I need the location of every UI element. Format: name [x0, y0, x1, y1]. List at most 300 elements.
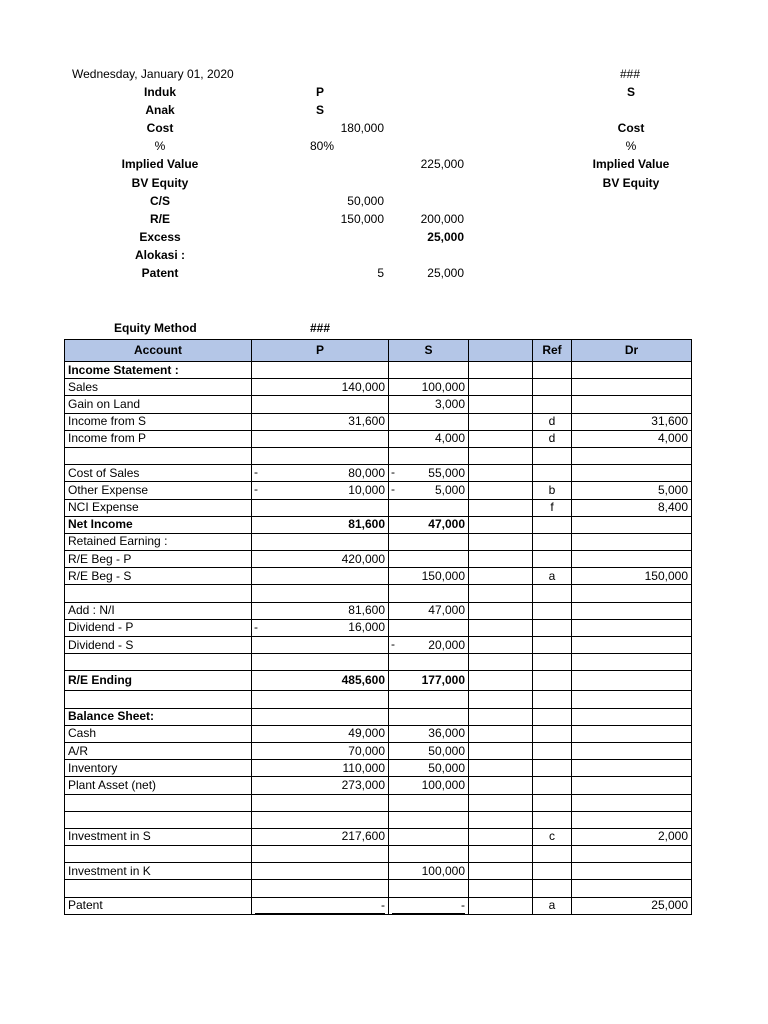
blank-cell	[469, 585, 533, 602]
blank-cell	[469, 742, 533, 759]
dr-cell	[572, 897, 692, 914]
dr-cell-text: 8,400	[657, 500, 688, 515]
account-cell-text: Patent	[68, 898, 103, 913]
blank-cell	[469, 551, 533, 568]
blank-cell	[469, 637, 533, 654]
account-cell-text: Investment in S	[68, 829, 151, 844]
dr-cell	[572, 725, 692, 742]
table-row	[65, 637, 692, 654]
alokasi-label: Alokasi :	[134, 248, 185, 262]
p-cell-text: 485,600	[341, 673, 385, 688]
blank-cell	[469, 619, 533, 636]
table-row	[65, 691, 692, 708]
p-cell	[252, 777, 389, 794]
dr-cell	[572, 568, 692, 585]
dr-cell	[572, 794, 692, 811]
table-row	[65, 619, 692, 636]
implied-value: 225,000	[420, 157, 464, 171]
ref-cell-text: d	[548, 414, 556, 429]
p-cell-text: -	[255, 898, 385, 914]
s-cell	[389, 516, 469, 533]
s-cell-text: 47,000	[428, 517, 465, 532]
ref-cell	[533, 447, 572, 464]
account-cell-text: R/E Beg - P	[68, 551, 132, 566]
table-row	[65, 465, 692, 482]
ref-cell	[533, 413, 572, 430]
account-cell-text: Income Statement :	[68, 362, 179, 377]
account-cell-text: Investment in K	[68, 863, 151, 878]
s-cell	[389, 742, 469, 759]
s-cell-text: 20,000	[428, 637, 465, 652]
p-cell	[252, 413, 389, 430]
right-cost: Cost	[617, 121, 645, 135]
s-cell	[389, 465, 469, 482]
account-cell-text: R/E Beg - S	[68, 568, 132, 583]
table-row	[65, 794, 692, 811]
s-cell	[389, 619, 469, 636]
blank-cell	[469, 671, 533, 691]
table-row	[65, 863, 692, 880]
table-row	[65, 516, 692, 533]
minus-sign: -	[254, 465, 258, 480]
account-cell	[65, 846, 252, 863]
account-cell	[65, 413, 252, 430]
account-cell	[65, 533, 252, 550]
dr-cell-text: 2,000	[657, 829, 688, 844]
blank-cell	[469, 362, 533, 379]
dr-cell-text: 5,000	[657, 482, 688, 497]
account-cell	[65, 447, 252, 464]
account-cell	[65, 691, 252, 708]
table-row	[65, 671, 692, 691]
minus-sign: -	[391, 482, 395, 497]
dr-cell	[572, 619, 692, 636]
p-cell	[252, 708, 389, 725]
p-cell-text: 70,000	[348, 743, 385, 758]
ref-cell	[533, 880, 572, 897]
cs-value: 50,000	[347, 194, 384, 208]
s-cell	[389, 863, 469, 880]
account-cell-text: A/R	[68, 743, 89, 758]
anak-label: Anak	[145, 103, 175, 117]
p-cell	[252, 533, 389, 550]
ref-cell	[533, 708, 572, 725]
dr-cell-text: 25,000	[651, 898, 688, 913]
s-cell	[389, 482, 469, 499]
s-cell	[389, 708, 469, 725]
ref-cell	[533, 619, 572, 636]
blank-cell	[469, 430, 533, 447]
blank-cell	[469, 602, 533, 619]
p-cell	[252, 396, 389, 413]
p-cell-text: 420,000	[341, 551, 385, 566]
blank-cell	[469, 760, 533, 777]
table-row	[65, 654, 692, 671]
account-cell	[65, 897, 252, 914]
ref-cell	[533, 602, 572, 619]
blank-cell	[469, 654, 533, 671]
account-cell-text: Sales	[68, 379, 99, 394]
p-cell	[252, 828, 389, 845]
s-cell-text: 177,000	[421, 673, 465, 688]
s-cell	[389, 760, 469, 777]
dr-cell	[572, 362, 692, 379]
account-cell	[65, 742, 252, 759]
account-cell-text: Cash	[68, 726, 97, 741]
dr-cell	[572, 637, 692, 654]
dr-cell	[572, 447, 692, 464]
s-cell	[389, 654, 469, 671]
account-cell	[65, 637, 252, 654]
ref-cell	[533, 482, 572, 499]
blank-cell	[469, 413, 533, 430]
ref-cell-text: b	[548, 482, 556, 497]
p-cell-text: 10,000	[348, 482, 385, 497]
dr-cell	[572, 533, 692, 550]
re-total: 200,000	[420, 212, 464, 226]
minus-sign: -	[391, 465, 395, 480]
right-bv: BV Equity	[602, 176, 660, 190]
p-cell-text: 80,000	[348, 465, 385, 480]
dr-cell	[572, 828, 692, 845]
blank-cell	[469, 379, 533, 396]
table-row	[65, 880, 692, 897]
p-cell	[252, 430, 389, 447]
header-s: S	[389, 340, 469, 362]
s-cell-text: 100,000	[421, 863, 465, 878]
s-cell	[389, 396, 469, 413]
s-cell-text: -	[392, 898, 465, 914]
header-blank	[469, 340, 533, 362]
dr-cell	[572, 482, 692, 499]
table-row	[65, 585, 692, 602]
account-cell	[65, 568, 252, 585]
dr-cell	[572, 379, 692, 396]
account-cell-text: Dividend - S	[68, 637, 134, 652]
ref-cell	[533, 465, 572, 482]
table-row	[65, 447, 692, 464]
s-cell	[389, 637, 469, 654]
s-cell	[389, 568, 469, 585]
table-row	[65, 568, 692, 585]
account-cell-text: Dividend - P	[68, 620, 134, 635]
blank-cell	[469, 811, 533, 828]
s-cell	[389, 794, 469, 811]
p-cell	[252, 725, 389, 742]
ref-cell	[533, 637, 572, 654]
ref-cell	[533, 533, 572, 550]
account-cell	[65, 551, 252, 568]
p-cell-text: 217,600	[341, 829, 385, 844]
ref-cell	[533, 742, 572, 759]
dr-cell	[572, 742, 692, 759]
p-cell	[252, 585, 389, 602]
p-cell	[252, 863, 389, 880]
account-cell-text: Gain on Land	[68, 396, 141, 411]
blank-cell	[469, 863, 533, 880]
account-cell	[65, 863, 252, 880]
table-row	[65, 846, 692, 863]
header-dr: Dr	[572, 340, 692, 362]
s-cell	[389, 811, 469, 828]
right-implied: Implied Value	[592, 157, 670, 171]
s-cell-text: 4,000	[434, 431, 465, 446]
blank-cell	[469, 794, 533, 811]
account-cell	[65, 585, 252, 602]
dr-cell	[572, 777, 692, 794]
account-cell-text: Income from P	[68, 431, 147, 446]
p-cell	[252, 671, 389, 691]
s-cell-text: 50,000	[428, 743, 465, 758]
s-cell	[389, 846, 469, 863]
p-cell	[252, 880, 389, 897]
account-cell	[65, 396, 252, 413]
table-row	[65, 430, 692, 447]
account-cell-text: Inventory	[68, 760, 118, 775]
p-cell	[252, 794, 389, 811]
ref-cell	[533, 863, 572, 880]
account-cell	[65, 777, 252, 794]
p-cell-text: 16,000	[348, 620, 385, 635]
blank-cell	[469, 533, 533, 550]
table-row	[65, 742, 692, 759]
account-cell	[65, 465, 252, 482]
s-cell-text: 100,000	[421, 379, 465, 394]
s-cell	[389, 828, 469, 845]
blank-cell	[469, 708, 533, 725]
date-label: Wednesday, January 01, 2020	[72, 67, 234, 81]
dr-cell	[572, 708, 692, 725]
section-title: Equity Method	[114, 321, 197, 335]
account-cell	[65, 430, 252, 447]
cs-label: C/S	[149, 194, 170, 208]
table-row	[65, 499, 692, 516]
account-cell-text: NCI Expense	[68, 500, 139, 515]
dr-cell	[572, 430, 692, 447]
blank-cell	[469, 465, 533, 482]
table-row	[65, 725, 692, 742]
account-cell	[65, 619, 252, 636]
ref-cell-text: c	[549, 829, 555, 844]
right-s: S	[627, 85, 636, 99]
blank-cell	[469, 691, 533, 708]
s-cell	[389, 379, 469, 396]
worksheet-table	[64, 339, 692, 915]
s-cell-text: 100,000	[421, 777, 465, 792]
pct-value: 80%	[310, 139, 335, 153]
cost-value: 180,000	[340, 121, 384, 135]
dr-cell	[572, 602, 692, 619]
s-cell-text: 5,000	[434, 482, 465, 497]
patent-years: 5	[377, 266, 384, 280]
ref-cell-text: d	[548, 431, 556, 446]
re-label: R/E	[149, 212, 170, 226]
dr-cell	[572, 671, 692, 691]
p-cell-text: 31,600	[348, 414, 385, 429]
ref-cell	[533, 897, 572, 914]
table-row	[65, 760, 692, 777]
account-cell	[65, 362, 252, 379]
blank-cell	[469, 499, 533, 516]
s-cell	[389, 691, 469, 708]
account-cell	[65, 811, 252, 828]
account-cell-text: Retained Earning :	[68, 534, 168, 549]
p-cell-text: 49,000	[348, 726, 385, 741]
ref-cell	[533, 551, 572, 568]
cost-label: Cost	[146, 121, 174, 135]
table-row	[65, 708, 692, 725]
s-cell	[389, 447, 469, 464]
p-cell	[252, 811, 389, 828]
induk-value: P	[316, 85, 325, 99]
account-cell-text: Net Income	[68, 517, 133, 532]
table-row	[65, 533, 692, 550]
dr-cell	[572, 880, 692, 897]
ref-cell	[533, 568, 572, 585]
ref-cell-text: a	[548, 568, 556, 583]
excess-value: 25,000	[427, 230, 464, 244]
ref-cell	[533, 725, 572, 742]
ref-cell	[533, 846, 572, 863]
header-ref: Ref	[533, 340, 572, 362]
ref-cell	[533, 691, 572, 708]
ref-cell	[533, 362, 572, 379]
dr-cell	[572, 760, 692, 777]
s-cell	[389, 880, 469, 897]
p-cell	[252, 619, 389, 636]
p-cell	[252, 691, 389, 708]
p-cell	[252, 465, 389, 482]
pct-label: %	[154, 139, 166, 153]
blank-cell	[469, 568, 533, 585]
account-cell	[65, 725, 252, 742]
ref-cell	[533, 396, 572, 413]
dr-cell	[572, 811, 692, 828]
s-cell-text: 150,000	[421, 568, 465, 583]
account-cell-text: Add : N/I	[68, 603, 115, 618]
p-cell	[252, 447, 389, 464]
minus-sign: -	[254, 482, 258, 497]
p-cell-text: 81,600	[348, 603, 385, 618]
dr-cell-text: 4,000	[657, 431, 688, 446]
header-p: P	[252, 340, 389, 362]
s-cell	[389, 499, 469, 516]
s-cell-text: 36,000	[428, 726, 465, 741]
table-row	[65, 482, 692, 499]
patent-value: 25,000	[427, 266, 464, 280]
header-account: Account	[65, 340, 252, 362]
s-cell-text: 3,000	[434, 396, 465, 411]
minus-sign: -	[254, 619, 258, 634]
dr-cell	[572, 585, 692, 602]
account-cell	[65, 828, 252, 845]
blank-cell	[469, 725, 533, 742]
dr-cell-text: 31,600	[651, 414, 688, 429]
ref-cell	[533, 585, 572, 602]
table-row	[65, 811, 692, 828]
account-cell-text: R/E Ending	[68, 673, 132, 688]
table-row	[65, 396, 692, 413]
p-cell-text: 140,000	[341, 379, 385, 394]
ref-cell	[533, 794, 572, 811]
p-cell	[252, 637, 389, 654]
p-cell	[252, 742, 389, 759]
s-cell	[389, 430, 469, 447]
account-cell	[65, 708, 252, 725]
dr-cell	[572, 499, 692, 516]
dr-cell	[572, 863, 692, 880]
p-cell	[252, 551, 389, 568]
ref-cell-text: a	[548, 898, 556, 913]
ref-cell	[533, 430, 572, 447]
account-cell	[65, 602, 252, 619]
s-cell	[389, 585, 469, 602]
dr-cell	[572, 654, 692, 671]
account-cell	[65, 880, 252, 897]
p-cell	[252, 379, 389, 396]
section-hash: ###	[310, 321, 331, 335]
right-pct: %	[625, 139, 637, 153]
p-cell	[252, 482, 389, 499]
blank-cell	[469, 897, 533, 914]
s-cell	[389, 551, 469, 568]
blank-cell	[469, 447, 533, 464]
blank-cell	[469, 396, 533, 413]
account-cell	[65, 671, 252, 691]
s-cell	[389, 362, 469, 379]
dr-cell	[572, 846, 692, 863]
account-cell	[65, 499, 252, 516]
blank-cell	[469, 828, 533, 845]
dr-cell	[572, 516, 692, 533]
account-cell-text: Income from S	[68, 414, 147, 429]
p-cell	[252, 499, 389, 516]
p-cell-text: 81,600	[348, 517, 385, 532]
dr-cell	[572, 465, 692, 482]
account-cell-text: Plant Asset (net)	[68, 777, 157, 792]
blank-cell	[469, 846, 533, 863]
ref-cell	[533, 760, 572, 777]
account-cell	[65, 654, 252, 671]
s-cell-text: 55,000	[428, 465, 465, 480]
dr-cell	[572, 691, 692, 708]
account-cell	[65, 760, 252, 777]
p-cell	[252, 568, 389, 585]
blank-cell	[469, 482, 533, 499]
p-cell	[252, 654, 389, 671]
blank-cell	[469, 516, 533, 533]
dr-cell	[572, 396, 692, 413]
minus-sign: -	[391, 637, 395, 651]
s-cell	[389, 602, 469, 619]
account-cell-text: Balance Sheet:	[68, 709, 155, 724]
dr-cell	[572, 551, 692, 568]
dr-cell-text: 150,000	[644, 568, 688, 583]
p-cell	[252, 362, 389, 379]
excess-label: Excess	[139, 230, 181, 244]
s-cell	[389, 671, 469, 691]
p-cell	[252, 516, 389, 533]
table-header-row	[65, 340, 692, 362]
induk-label: Induk	[144, 85, 176, 99]
s-cell	[389, 777, 469, 794]
table-row	[65, 828, 692, 845]
table-row	[65, 602, 692, 619]
blank-cell	[469, 880, 533, 897]
s-cell	[389, 533, 469, 550]
ref-cell	[533, 516, 572, 533]
p-cell-text: 110,000	[342, 760, 385, 775]
